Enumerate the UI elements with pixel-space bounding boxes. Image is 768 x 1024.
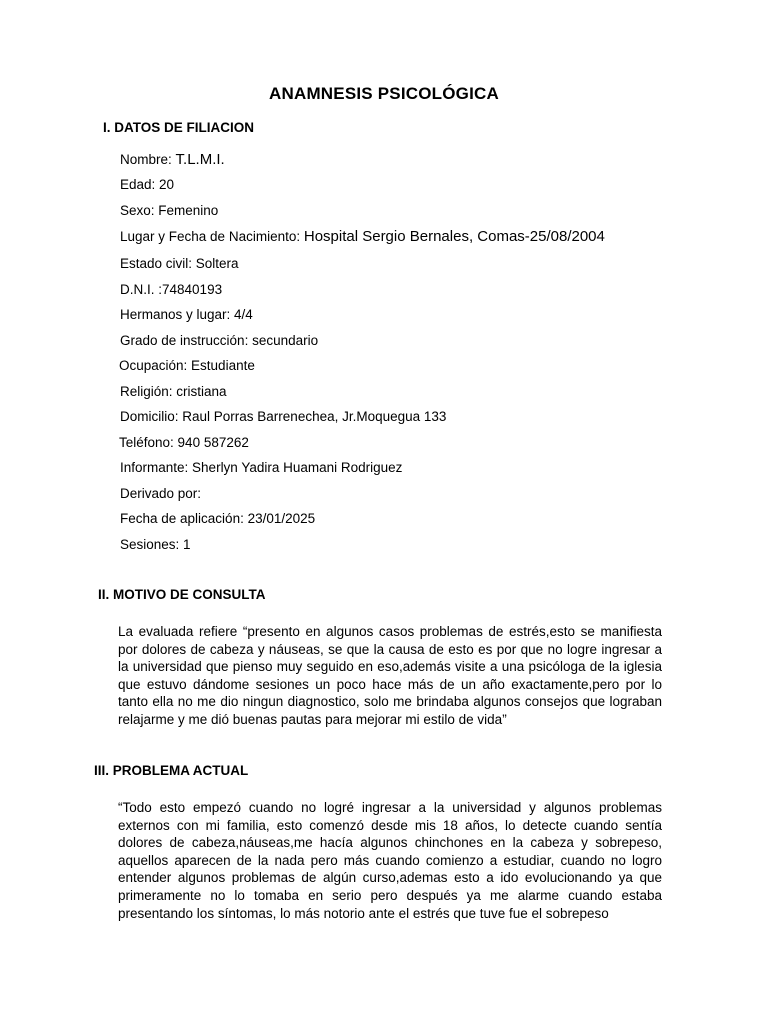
field-value: 940 587262 [177, 435, 249, 450]
paragraph-text: “Todo esto empezó cuando no logré ingresar a la universidad y algunos problemas externos con mi familia, esto comenzó desde mis 18 años, lo detecte cuando sentía dolores de cabeza,náuseas,me hacía algunos chinchones en la cabeza y sobrepeso, aquellos aparecen de la nada pero más cuando comienzo a estudiar, cuando no logro entender algunos problemas de algún curso,ademas esto a ido evolucionando ya que primeramente no lo tomaba en serio pero después ya me alarme cuando estaba presentando los síntomas, lo más notorio ante el estrés que tuve fue el sobrepeso [118, 800, 662, 921]
field-value: secundario [252, 333, 319, 348]
field-value: T.L.M.I. [175, 151, 225, 168]
field-domicilio [120, 409, 446, 424]
document-title: ANAMNESIS PSICOLÓGICA [269, 84, 499, 103]
field-sesiones [120, 537, 191, 552]
field-value: Estudiante [191, 358, 255, 373]
field-nombre [120, 151, 225, 168]
field-label: Teléfono: [119, 435, 178, 450]
field-label: Edad: [120, 177, 160, 192]
field-label: Nombre: [120, 152, 176, 167]
field-value: Femenino [158, 203, 219, 218]
field-value: 1 [183, 537, 191, 552]
field-value: Soltera [195, 256, 239, 271]
field-telefono [119, 435, 249, 450]
field-label: Hermanos y lugar: [120, 307, 235, 322]
field-label: Lugar y Fecha de Nacimiento: [120, 229, 304, 244]
field-value: Raul Porras Barrenechea, Jr.Moquegua 133 [182, 409, 447, 424]
field-label: Sesiones: [120, 537, 184, 552]
field-value: 74840193 [162, 282, 223, 297]
motivo-consulta-paragraph [118, 623, 662, 729]
field-label: Grado de instrucción: [120, 333, 253, 348]
paragraph-text: La evaluada refiere “presento en algunos casos problemas de estrés,esto se manifiesta por dolores de cabeza y náuseas, se que la causa de esto es por que no logre ingresar a la universidad que pienso muy seguido en eso,además visite a una psicóloga de la iglesia que estuvo dándome sesiones un poco hace más de un año exactamente,pero por lo tanto ella no me dio ningun diagnostico, solo me brindaba algunos consejos que lograban relajarme y me dió buenas pautas para mejorar mi estilo de vida” [118, 624, 662, 727]
field-value: Hospital Sergio Bernales, Comas-25/08/2004 [303, 228, 605, 245]
field-label: Religión: [120, 384, 177, 399]
field-label: Ocupación: [119, 358, 192, 373]
field-value: 23/01/2025 [247, 511, 316, 526]
field-value: 20 [159, 177, 175, 192]
field-label: Derivado por: [120, 486, 202, 501]
field-grado-instruccion [120, 333, 318, 348]
field-value: 4/4 [234, 307, 253, 322]
field-label: Domicilio: [120, 409, 183, 424]
field-value: Sherlyn Yadira Huamani Rodriguez [192, 460, 403, 475]
field-label: Sexo: [120, 203, 159, 218]
section-heading-motivo-consulta: II. MOTIVO DE CONSULTA [98, 587, 266, 602]
field-dni [120, 282, 222, 297]
field-fecha-aplicacion [120, 511, 315, 526]
field-label: Fecha de aplicación: [120, 511, 248, 526]
field-lugar-fecha-nacimiento [120, 228, 605, 245]
field-edad [120, 177, 174, 192]
field-hermanos-lugar [120, 307, 253, 322]
field-informante [120, 460, 402, 475]
field-ocupacion [119, 358, 255, 373]
field-label: Estado civil: [120, 256, 196, 271]
field-sexo [120, 203, 218, 218]
field-label: D.N.I. : [120, 282, 163, 297]
problema-actual-paragraph [118, 799, 662, 923]
field-derivado-por [120, 486, 201, 501]
field-estado-civil [120, 256, 239, 271]
field-label: Informante: [120, 460, 193, 475]
field-value: cristiana [176, 384, 227, 399]
section-heading-problema-actual: III. PROBLEMA ACTUAL [94, 763, 249, 778]
section-heading-datos-filiacion: I. DATOS DE FILIACION [103, 120, 255, 135]
field-religion [120, 384, 227, 399]
